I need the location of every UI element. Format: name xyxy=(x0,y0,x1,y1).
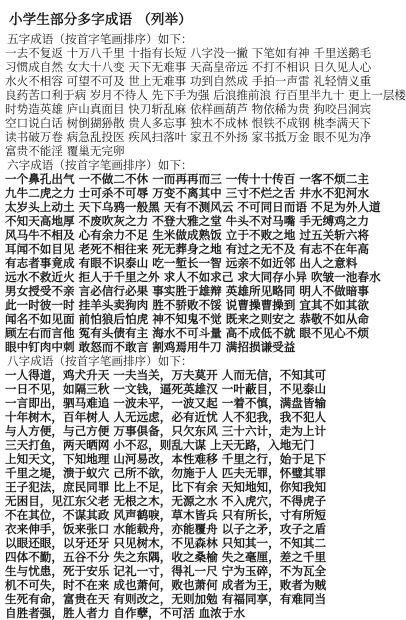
idiom-row: 千里之堤，溃于蚁穴 己所不欲，勿施于人 匹夫无罪，怀璧其罪 xyxy=(5,466,327,480)
idiom-row: 风马牛不相及 心有余力不足 生米做成熟饭 立于不败之地 过五关斩六将 xyxy=(5,228,369,242)
idiom-row: 不知天高地厚 不废吹灰之力 不登大雅之堂 牛头不对马嘴 手无缚鸡之力 xyxy=(5,214,369,228)
idiom-row: 时势造英雄 庐山真面目 快刀斩乱麻 依样画葫芦 物依稀为贵 狗咬吕洞宾 xyxy=(5,102,372,116)
idiom-row: 自胜者强，胜人者力 自作孽，不可活 血浓于水 xyxy=(5,606,245,620)
idiom-row: 四体不勤，五谷不分 失之东隅，收之桑榆 失之毫厘，差之千里 xyxy=(5,550,327,564)
idiom-row: 一日不见，如隔三秋 一文钱，逼死英雄汉 一叶蔽目，不见泰山 xyxy=(5,382,327,396)
section-heading-eight-char: 八字成语（按首字笔画排序）如下： xyxy=(7,354,193,368)
idiom-row: 九牛二虎之力 士可杀不可辱 万变不离其中 三寸不烂之舌 井水不犯河水 xyxy=(5,186,369,200)
idiom-row: 不在其位，不谋其政 风声鹤唳，草木皆兵 只有所长，寸有所短 xyxy=(5,508,327,522)
idiom-row: 以眼还眼，以牙还牙 只见树木，不见森林 只知其一，不知其二 xyxy=(5,536,327,550)
idiom-row: 耳闻不如目见 老死不相往来 死无葬身之地 有过之无不及 有志不在年高 xyxy=(5,242,369,256)
idiom-row: 无困目，见江东父老 无根之木，无源之水 不入虎穴，不得虎子 xyxy=(5,494,327,508)
idiom-row: 一言即出，驷马难追 一波未平，一波又起 一着不慎，满盘皆输 xyxy=(5,396,327,410)
section-heading-five-char: 五字成语（按首字笔画排序）如下： xyxy=(7,32,193,46)
idiom-row: 眼中钉肉中刺 敢怒而不敢言 割鸡焉用牛刀 满招损谦受益 xyxy=(5,340,296,354)
idiom-row: 读书破万卷 病急乱投医 疾风扫落叶 家丑不外扬 家书抵万金 眼不见为净 xyxy=(5,130,372,144)
idiom-row: 十年树木，百年树人 人无远虑，必有近忧 人不犯我，我不犯人 xyxy=(5,410,327,424)
idiom-row: 一人得道，鸡犬升天 一夫当关，万夫莫开 人而无信，不知其可 xyxy=(5,368,327,382)
idiom-row: 习惯成自然 女大十八变 天下无难事 天高皇帝远 不打不相识 日久见人心 xyxy=(5,60,372,74)
document-title: 小学生部分多字成语 （列举） xyxy=(9,12,192,28)
idiom-row: 男女授受不亲 言必信行必果 事实胜于雄辩 英雄所见略同 明人不做暗事 xyxy=(5,284,369,298)
idiom-row: 与人方便，与己方便 万事俱备，只欠东风 三十六计，走为上计 xyxy=(5,424,327,438)
idiom-row: 空口说白话 树倒猢狲散 贵人多忘事 独木不成林 恨铁不成钢 桃李满天下 xyxy=(5,116,372,130)
idiom-row: 闻名不如见面 前怕狼后怕虎 神不知鬼不觉 既来之则安之 恭敬不如从命 xyxy=(5,312,369,326)
idiom-row: 一去不复返 十万八千里 十指有长短 八字没一撇 下笔如有神 千里送鹅毛 xyxy=(5,46,372,60)
idiom-row: 生死有命，富贵在天 有则改之，无则加勉 有福同享，有难同当 xyxy=(5,592,327,606)
idiom-row: 王子犯法，庶民同罪 比上不足，比下有余 天知地知，你知我知 xyxy=(5,480,327,494)
idiom-row: 良药苦口利于病 岁月不待人 先下手为强 后浪推前浪 行百里半九十 更上一层楼 xyxy=(5,88,406,102)
idiom-row: 生与忧患，死于安乐 记礼一寸，得礼一尺 宁为玉碎，不为瓦全 xyxy=(5,564,327,578)
idiom-row: 上知天文，下知地理 山河易改，本性难移 千里之行，始于足下 xyxy=(5,452,327,466)
idiom-row: 有志者事竟成 有眼不识泰山 吃一堑长一智 远亲不如近邻 出人之意料 xyxy=(5,256,358,270)
idiom-row: 太岁头上动土 天下乌鸦一般黑 天有不测风云 不可同日而语 不足为外人道 xyxy=(5,200,381,214)
idiom-row: 富贵不能淫 覆巢无完卵 xyxy=(5,144,125,158)
idiom-row: 远水不救近火 拒人于千里之外 求人不如求己 求大同存小异 吹皱一池春水 xyxy=(5,270,381,284)
idiom-row: 顾左右而言他 冤有头债有主 海水不可斗量 高不成低不就 眼不见心不烦 xyxy=(5,326,369,340)
idiom-row: 一个鼻孔出气 一不做二不休 一而再再而三 一传十十传百 一客不烦二主 xyxy=(5,172,369,186)
idiom-row: 此一时彼一时 挂羊头卖狗肉 胜不骄败不馁 说曹操曹操到 宜其不如其欲 xyxy=(5,298,369,312)
idiom-row: 水火不相容 可望不可及 世上无难事 功到自然成 手拍一声雷 礼轻情义重 xyxy=(5,74,372,88)
idiom-row: 衣来伸手，饭来张口 水能载舟，亦能覆舟 以子之矛，攻子之盾 xyxy=(5,522,327,536)
section-heading-six-char: 六字成语（按首字笔画排序）如下： xyxy=(7,158,193,172)
idiom-row: 三天打鱼，两天晒网 小不忍，则乱大谋 上天无路，入地无门 xyxy=(5,438,315,452)
idiom-row: 机不可失，时不在来 成也萧何，败也萧何 成者为王，败者为贼 xyxy=(5,578,327,592)
